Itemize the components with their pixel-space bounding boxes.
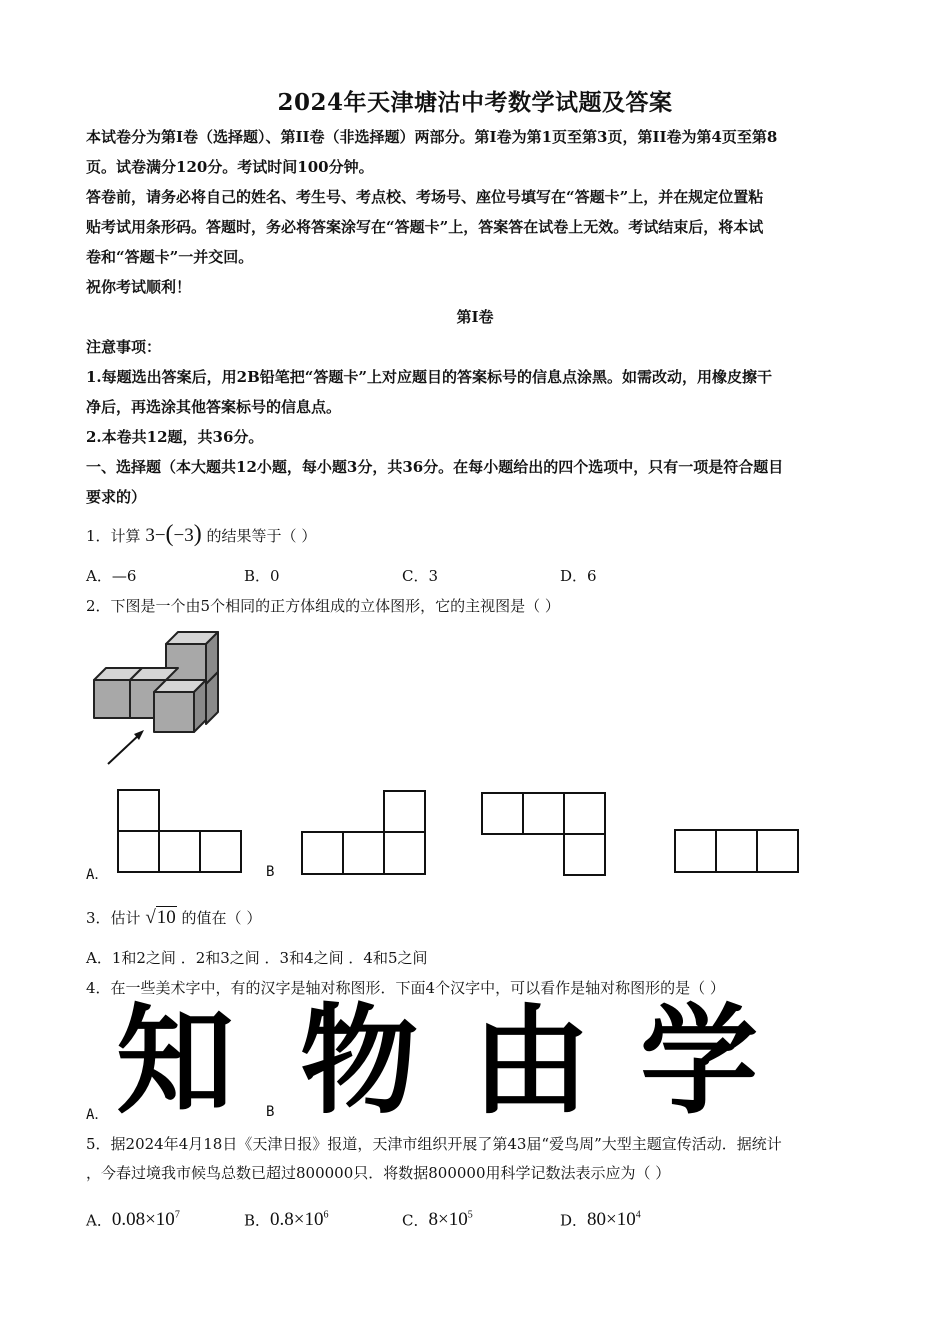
question-4: 4．在一些美术字中，有的汉字是轴对称图形．下面4个汉字中，可以看作是轴对称图形的是（ ） — [86, 979, 725, 997]
intro-line-2: 页。试卷满分120分。考试时间100分钟。 — [86, 158, 374, 176]
q2-option-a-figure — [117, 789, 243, 873]
q5-option-a: A．$0.08\times 10^7$ — [86, 1209, 180, 1231]
q3-suffix: 的值在（ ） — [181, 909, 262, 927]
notes-heading: 注意事项： — [86, 338, 162, 356]
q1-option-a: A．—6 — [86, 567, 137, 585]
q2-cube-figure — [90, 628, 230, 768]
intro-line-4: 贴考试用条形码。答题时，务必将答案涂写在“答题卡”上，答案答在试卷上无效。考试结束后，将本试 — [86, 218, 764, 236]
q2-option-b-figure — [301, 790, 427, 876]
q5-option-c: C．$8\times 10^5$ — [402, 1209, 473, 1231]
q1-option-c: C．3 — [402, 567, 439, 585]
note-1-line-2: 净后，再选涂其他答案标号的信息点。 — [86, 398, 342, 416]
q4-char-d: 学 — [640, 992, 759, 1130]
q1-prefix: 1．计算 — [86, 527, 141, 545]
q5-option-b: B．$0.8\times 10^6$ — [244, 1209, 329, 1231]
q4-label-a: A． — [86, 1107, 109, 1123]
q3-prefix: 3．估计 — [86, 909, 141, 927]
part-one-heading-line-1: 一、选择题（本大题共12小题，每小题3分，共36分。在每小题给出的四个选项中，只有一项是符合题目 — [86, 458, 784, 476]
section-title: 第I卷 — [456, 308, 494, 326]
q1-option-b: B．0 — [244, 567, 280, 585]
q2-option-c-figure — [481, 792, 607, 876]
question-5-line-2: ，今春过境我市候鸟总数已超过800000只．将数据800000用科学记数法表示应为（ ） — [86, 1164, 671, 1182]
q1-expression: 3−(−3) — [145, 521, 202, 547]
q5-option-d: D．$80\times 10^4$ — [560, 1209, 641, 1231]
intro-line-1: 本试卷分为第I卷（选择题）、第II卷（非选择题）两部分。第I卷为第1页至第3页，第II卷为第4页至第8 — [86, 128, 778, 146]
q2-option-d-figure — [674, 829, 800, 873]
q1-suffix: 的结果等于（ ） — [206, 527, 317, 545]
question-1 — [86, 522, 316, 548]
q4-char-a: 知 — [116, 992, 235, 1130]
note-1-line-1: 1.每题选出答案后，用2B铅笔把“答题卡”上对应题目的答案标号的信息点涂黑。如需改动，用橡皮擦干 — [86, 368, 773, 386]
q1-option-d: D．6 — [560, 567, 597, 585]
q4-char-c: 由 — [472, 992, 591, 1130]
intro-line-6: 祝你考试顺利！ — [86, 278, 192, 296]
question-5-line-1: 5．据2024年4月18日《天津日报》报道，天津市组织开展了第43届“爱鸟周”大型主题宣传活动．据统计 — [86, 1135, 782, 1153]
q3-options: A．1和2之间 ．2和3之间 ．3和4之间 ．4和5之间 — [86, 949, 428, 967]
q2-label-b: B — [266, 864, 275, 880]
page-title: 2024年天津塘沽中考数学试题及答案 — [277, 89, 673, 116]
part-one-heading-line-2: 要求的） — [86, 488, 147, 506]
q2-label-a: A． — [86, 867, 109, 883]
intro-line-5: 卷和“答题卡”一并交回。 — [86, 248, 254, 266]
q3-sqrt: √10 — [145, 907, 176, 928]
q4-char-b: 物 — [300, 992, 419, 1130]
question-2: 2．下图是一个由5个相同的正方体组成的立体图形，它的主视图是（ ） — [86, 597, 560, 615]
intro-line-3: 答卷前，请务必将自己的姓名、考生号、考点校、考场号、座位号填写在“答题卡”上，并在规定位置粘 — [86, 188, 764, 206]
note-2: 2.本卷共12题，共36分。 — [86, 428, 264, 446]
q4-label-b: B — [266, 1104, 275, 1120]
question-3 — [86, 906, 261, 930]
